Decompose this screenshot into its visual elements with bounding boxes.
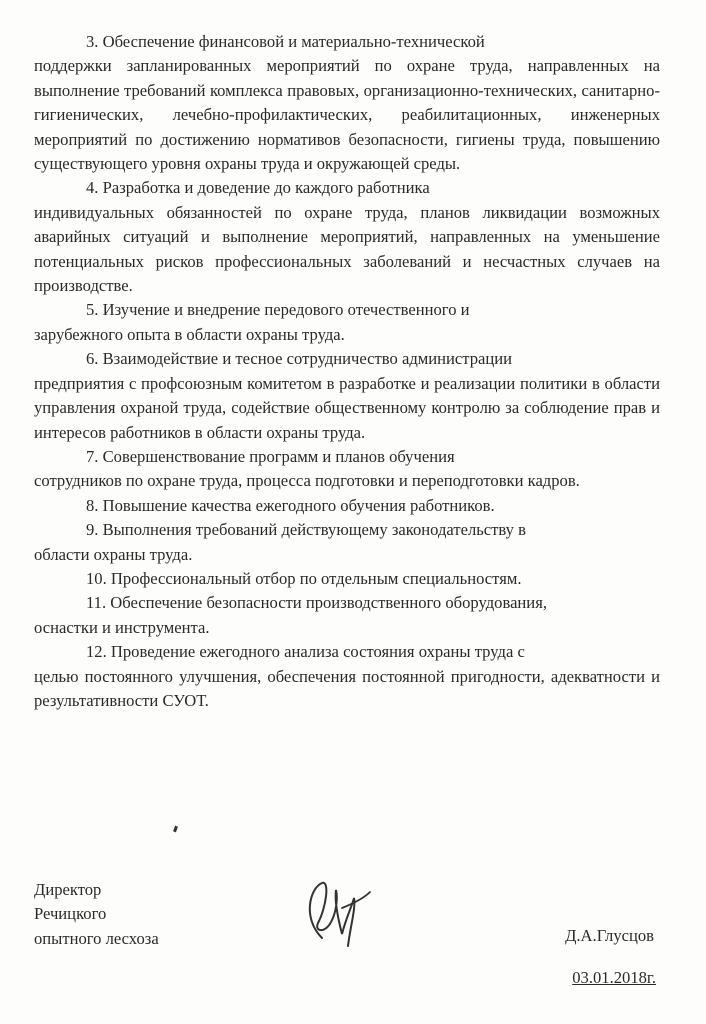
item-first-line: 10. Профессиональный отбор по отдельным специальностям. [86,568,522,588]
item-first-line: 9. Выполнения требований действующему законодательству в [86,520,526,540]
list-item [34,445,660,494]
list-item [34,30,660,176]
item-continuation: зарубежного опыта в области охраны труда. [34,324,345,344]
item-first-line: 12. Проведение ежегодного анализа состояния охраны труда с [86,642,525,662]
item-first-line: 11. Обеспечение безопасности производственного оборудования, [86,593,547,613]
item-continuation: области охраны труда. [34,544,193,564]
item-continuation: предприятия с профсоюзным комитетом в разработке и реализации политики в области управления охраной труда, содействие общественному контролю за соблюдение прав и интересов работников в области охраны труда. [34,373,660,442]
scan-speck [173,826,178,833]
handwritten-signature [292,868,382,958]
item-first-line: 4. Разработка и доведение до каждого работника [86,178,430,198]
item-continuation: оснастки и инструмента. [34,617,210,637]
document-date: 03.01.2018г. [572,968,656,987]
list-item [34,640,660,713]
list-item [34,518,660,567]
list-item [34,176,660,298]
item-first-line: 8. Повышение качества ежегодного обучения работников. [86,495,495,515]
list-item [34,494,660,518]
item-first-line: 7. Совершенствование программ и планов обучения [86,446,455,466]
item-continuation: индивидуальных обязанностей по охране труда, планов ликвидации возможных аварийных ситуаций и выполнение мероприятий, направленных на уменьшение потенциальных рисков профессиональных заболеваний и несчастных случаев на производстве. [34,202,660,296]
signatory-line-2: Речицкого [34,904,107,924]
list-item [34,298,660,347]
item-first-line: 5. Изучение и внедрение передового отечественного и [86,300,470,320]
list-item [34,591,660,640]
signatory-title [34,878,159,951]
item-continuation: целью постоянного улучшения, обеспечения постоянной пригодности, адекватности и результативности СУОТ. [34,666,660,710]
list-item [34,347,660,445]
item-continuation: сотрудников по охране труда, процесса подготовки и переподготовки кадров. [34,471,580,491]
signatory-name: Д.А.Глусцов [565,926,654,945]
item-first-line: 6. Взаимодействие и тесное сотрудничество администрации [86,349,513,369]
signatory-line-1: Директор [34,880,102,899]
item-continuation: поддержки запланированных мероприятий по охране труда, направленных на выполнение требований комплекса правовых, организационно-технических, санитарно-гигиенических, лечебно-профилактических, реабилитационных, инженерных мероприятий по достижению нормативов безопасности, гигиены труда, повышению существующего уровня охраны труда и окружающей среды. [34,56,660,174]
item-first-line: 3. Обеспечение финансовой и материально-технической [86,32,485,51]
list-item [34,567,660,591]
signatory-line-3: опытного лесхоза [34,928,159,948]
item-list [34,30,660,713]
